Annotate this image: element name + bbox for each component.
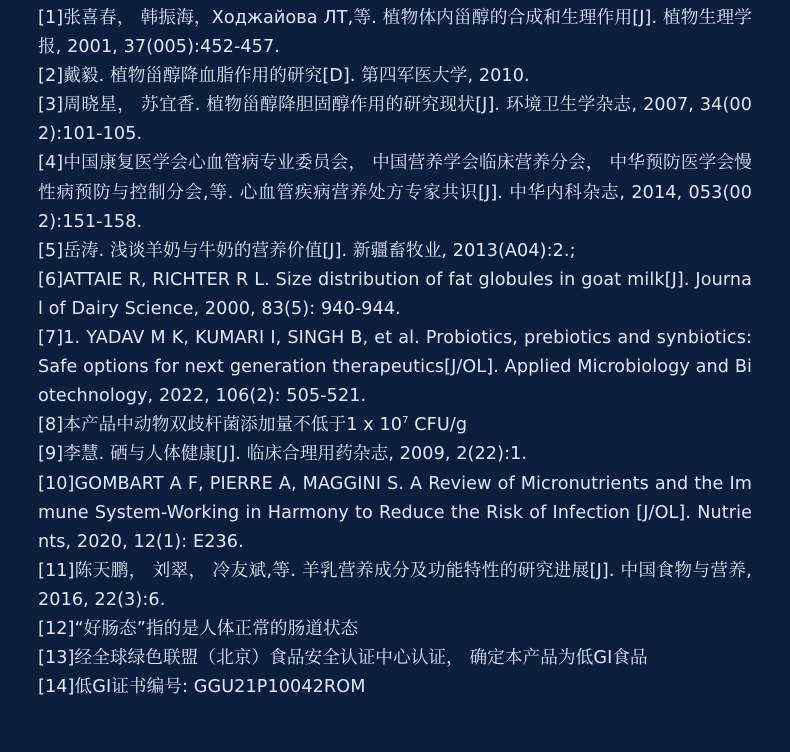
reference-8-unit: CFU/g <box>408 415 468 436</box>
reference-item-4: [4]中国康复医学会心血管病专业委员会， 中国营养学会临床营养分会， 中华预防医学会慢性病预防与控制分会,等. 心血管疾病营养处方专家共识[J]. 中华内科杂志, 2014, 053(002):151-158. <box>38 153 752 232</box>
reference-item-11: [11]陈天鹏， 刘翠， 冷友斌,等. 羊乳营养成分及功能特性的研究进展[J]. 中国食物与营养, 2016, 22(3):6. <box>38 560 752 610</box>
reference-item-5: [5]岳涛. 浅谈羊奶与牛奶的营养价值[J]. 新疆畜牧业, 2013(A04):2.; <box>38 240 576 261</box>
reference-item-9: [9]李慧. 硒与人体健康[J]. 临床合理用药杂志, 2009, 2(22):1. <box>38 444 528 465</box>
reference-8-text: [8]本产品中动物双歧杆菌添加量不低于1 x 10 <box>38 415 403 436</box>
reference-item-7: [7]1. YADAV M K, KUMARI I, SINGH B, et al. Probiotics, prebiotics and synbiotics: Safe options for next generation therapeutics[J/OL]. Applied Microbiology and Biotechnology, 2022, 106(2): 505-521. <box>38 328 752 407</box>
reference-item-10: [10]GOMBART A F, PIERRE A, MAGGINI S. A Review of Micronutrients and the Immune System-Working in Harmony to Reduce the Risk of Infection [J/OL]. Nutrients, 2020, 12(1): E236. <box>38 473 752 552</box>
reference-item-3: [3]周晓星， 苏宜香. 植物甾醇降胆固醇作用的研究现状[J]. 环境卫生学杂志, 2007, 34(002):101-105. <box>38 95 752 145</box>
reference-item-6: [6]ATTAIE R, RICHTER R L. Size distribution of fat globules in goat milk[J]. Journal of Dairy Science, 2000, 83(5): 940-944. <box>38 269 752 319</box>
reference-item-1: [1]张喜春， 韩振海，Ходжайова ЛТ,等. 植物体内甾醇的合成和生理作用[J]. 植物生理学报, 2001, 37(005):452-457. <box>38 8 752 58</box>
reference-item-2: [2]戴毅. 植物甾醇降血脂作用的研究[D]. 第四军医大学, 2010. <box>38 66 530 87</box>
reference-item-12: [12]“好肠态”指的是人体正常的肠道状态 <box>38 618 359 639</box>
reference-8-exponent: 7 <box>402 415 409 427</box>
reference-list <box>38 4 752 702</box>
reference-item-13: [13]经全球绿色联盟（北京）食品安全认证中心认证， 确定本产品为低GI食品 <box>38 648 648 669</box>
reference-item-8 <box>38 411 752 440</box>
reference-item-14: [14]低GI证书编号: GGU21P10042ROM <box>38 677 366 698</box>
